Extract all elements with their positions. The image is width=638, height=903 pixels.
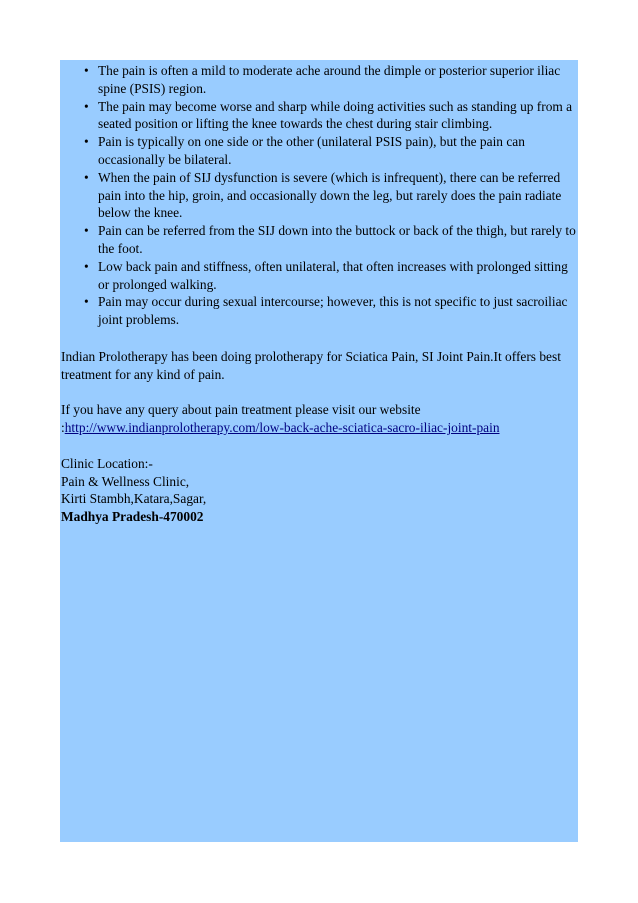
list-item-text: Pain is typically on one side or the other (unilateral PSIS pain), but the pain can occasionally be bilateral.	[98, 134, 525, 167]
bullet-icon: •	[84, 134, 89, 150]
bullet-icon: •	[84, 169, 89, 185]
symptom-list	[61, 62, 579, 329]
list-item	[61, 222, 579, 258]
clinic-region: Madhya Pradesh-470002	[61, 509, 204, 525]
list-item-text: Low back pain and stiffness, often unilateral, that often increases with prolonged sitting or prolonged walking.	[98, 258, 568, 292]
list-item	[61, 293, 579, 329]
clinic-name: Pain & Wellness Clinic,	[61, 473, 190, 489]
list-item-text: Pain may occur during sexual intercourse; however, this is not specific to just sacroiliac joint problems.	[98, 294, 568, 328]
website-link[interactable]: http://www.indianprolotherapy.com/low-back-ache-sciatica-sacro-iliac-joint-pain	[64, 420, 500, 436]
bullet-icon: •	[84, 98, 89, 114]
bullet-icon: •	[84, 294, 89, 310]
document-content	[61, 62, 579, 526]
list-item	[61, 133, 579, 169]
list-item-text: When the pain of SIJ dysfunction is severe (which is infrequent), there can be referred pain into the hip, groin, and occasionally down the leg, but rarely does the pain radiate below the knee.	[98, 169, 562, 221]
list-item	[61, 98, 579, 134]
list-item-text: The pain is often a mild to moderate ache around the dimple or posterior superior iliac spine (PSIS) region.	[98, 63, 561, 96]
query-paragraph	[61, 401, 579, 437]
clinic-address: Kirti Stambh,Katara,Sagar,	[61, 491, 207, 507]
bullet-icon: •	[84, 223, 89, 239]
list-item-text: Pain can be referred from the SIJ down into the buttock or back of the thigh, but rarely to the foot.	[98, 223, 576, 256]
query-text: If you have any query about pain treatment please visit our website :	[61, 402, 421, 436]
list-item	[61, 258, 579, 294]
list-item	[61, 62, 579, 98]
clinic-heading: Clinic Location:-	[61, 455, 153, 471]
intro-paragraph: Indian Prolotherapy has been doing prolotherapy for Sciatica Pain, SI Joint Pain.It offers best treatment for any kind of pain.	[61, 348, 561, 382]
bullet-icon: •	[84, 63, 89, 78]
bullet-icon: •	[84, 258, 89, 274]
list-item	[61, 169, 579, 222]
list-item-text: The pain may become worse and sharp while doing activities such as standing up from a seated position or lifting the knee towards the chest during stair climbing.	[98, 98, 573, 132]
